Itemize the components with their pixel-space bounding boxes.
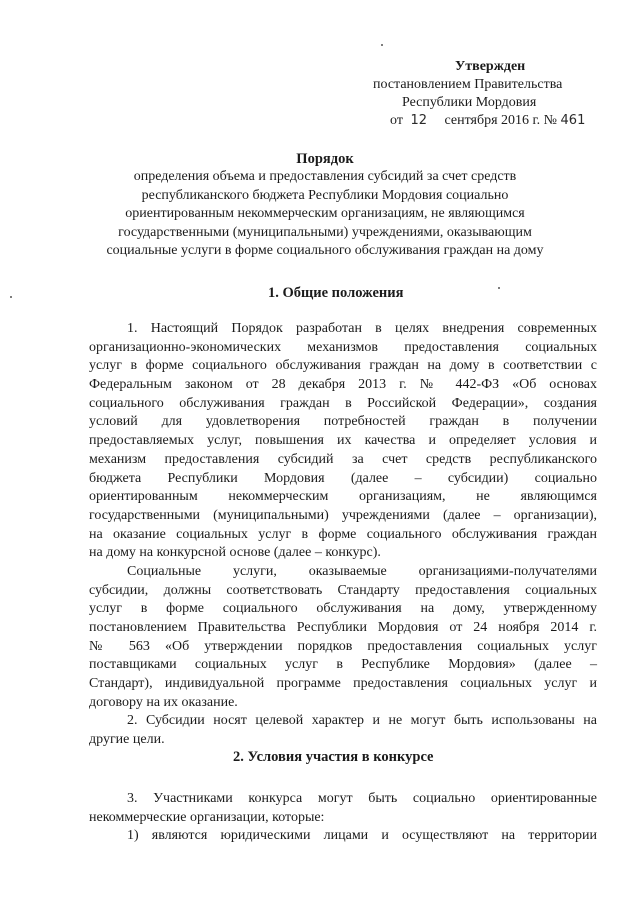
section1-body	[89, 320, 597, 750]
subtitle-line: социальные услуги в форме социального обслуживания граждан на дому	[106, 243, 544, 259]
scan-speck	[498, 287, 500, 289]
text-line: 3. Участниками конкурса могут быть социально ориентированные	[127, 791, 597, 806]
text-line: социального обслуживания граждан в Российской Федерации», создания	[89, 395, 597, 411]
approval-line: Республики Мордовия	[402, 95, 537, 110]
text-line: Федеральным законом от 28 декабря 2013 г. № 442-ФЗ «Об основах	[89, 377, 597, 393]
subtitle-line: государственными (муниципальными) учреждениями, оказывающим	[118, 224, 532, 240]
text-line: поставщиками социальных услуг в Республике Мордовия» (далее –	[89, 657, 597, 673]
text-line: другие цели.	[89, 732, 165, 748]
text-line: условий для удовлетворения потребностей граждан в получении	[89, 414, 597, 430]
approval-number: 461	[560, 113, 586, 128]
text-line: организационно-экономических механизмов предоставления социальных	[89, 339, 597, 355]
text-line: бюджета Республики Мордовия (далее – субсидии) социально	[89, 470, 597, 486]
text-line: субсидии, должны соответствовать Стандарту предоставления социальных	[89, 582, 597, 598]
text-line: услуг в форме социального обслуживания граждан на дому в соответствии с	[89, 358, 597, 374]
text-line: механизм предоставления субсидий за счет средств республиканского	[89, 451, 597, 467]
text-line: 1. Настоящий Порядок разработан в целях внедрения современных	[127, 321, 597, 336]
approval-block	[362, 58, 612, 130]
section-heading: 2. Условия участия в конкурсе	[233, 749, 434, 765]
approval-title: Утвержден	[455, 59, 526, 74]
approval-date-line	[390, 112, 612, 130]
approval-line: постановлением Правительства	[373, 77, 563, 92]
scan-speck	[381, 44, 383, 46]
approval-month-year: сентября 2016 г. №	[444, 113, 558, 128]
text-line: Стандарт), индивидуальной программе предоставления социальных услуг и	[89, 676, 597, 692]
subtitle-line: республиканского бюджета Республики Мордовия социально	[141, 187, 509, 203]
text-line: на оказание социальных услуг в форме социального обслуживания граждан	[89, 526, 597, 542]
section2-body	[89, 790, 597, 846]
text-line: предоставляемых услуг, повышения их качества и определяет условия и	[89, 433, 597, 449]
subtitle-line: ориентированным некоммерческим организациям, не являющимся	[125, 206, 525, 222]
date-prefix: от	[390, 113, 403, 128]
text-line: 2. Субсидии носят целевой характер и не могут быть использованы на	[127, 713, 597, 729]
document-title: Порядок	[296, 151, 354, 167]
text-line: 1) являются юридическими лицами и осуществляют на территории	[127, 828, 597, 844]
text-line: ориентированным некоммерческим организациям, не являющимся	[89, 489, 597, 505]
subtitle-line: определения объема и предоставления субсидий за счет средств	[133, 169, 517, 184]
document-subtitle	[92, 168, 558, 261]
text-line: Социальные услуги, оказываемые организациями-получателями	[127, 563, 597, 579]
approval-day: 12	[410, 113, 427, 128]
text-line: государственными (муниципальными) учреждениями (далее – организации),	[89, 507, 597, 523]
text-line: постановлением Правительства Республики Мордовия от 24 ноября 2014 г.	[89, 620, 597, 635]
text-line: № 563 «Об утверждении порядков предоставления социальных услуг	[89, 638, 597, 654]
section-heading: 1. Общие положения	[268, 285, 404, 301]
text-line: услуг в форме социального обслуживания на дому, утвержденному	[89, 601, 597, 617]
text-line: на дому на конкурсной основе (далее – конкурс).	[89, 545, 381, 561]
scan-speck	[10, 296, 12, 298]
text-line: некоммерческие организации, которые:	[89, 809, 325, 825]
text-line: договору на их оказание.	[89, 694, 238, 710]
